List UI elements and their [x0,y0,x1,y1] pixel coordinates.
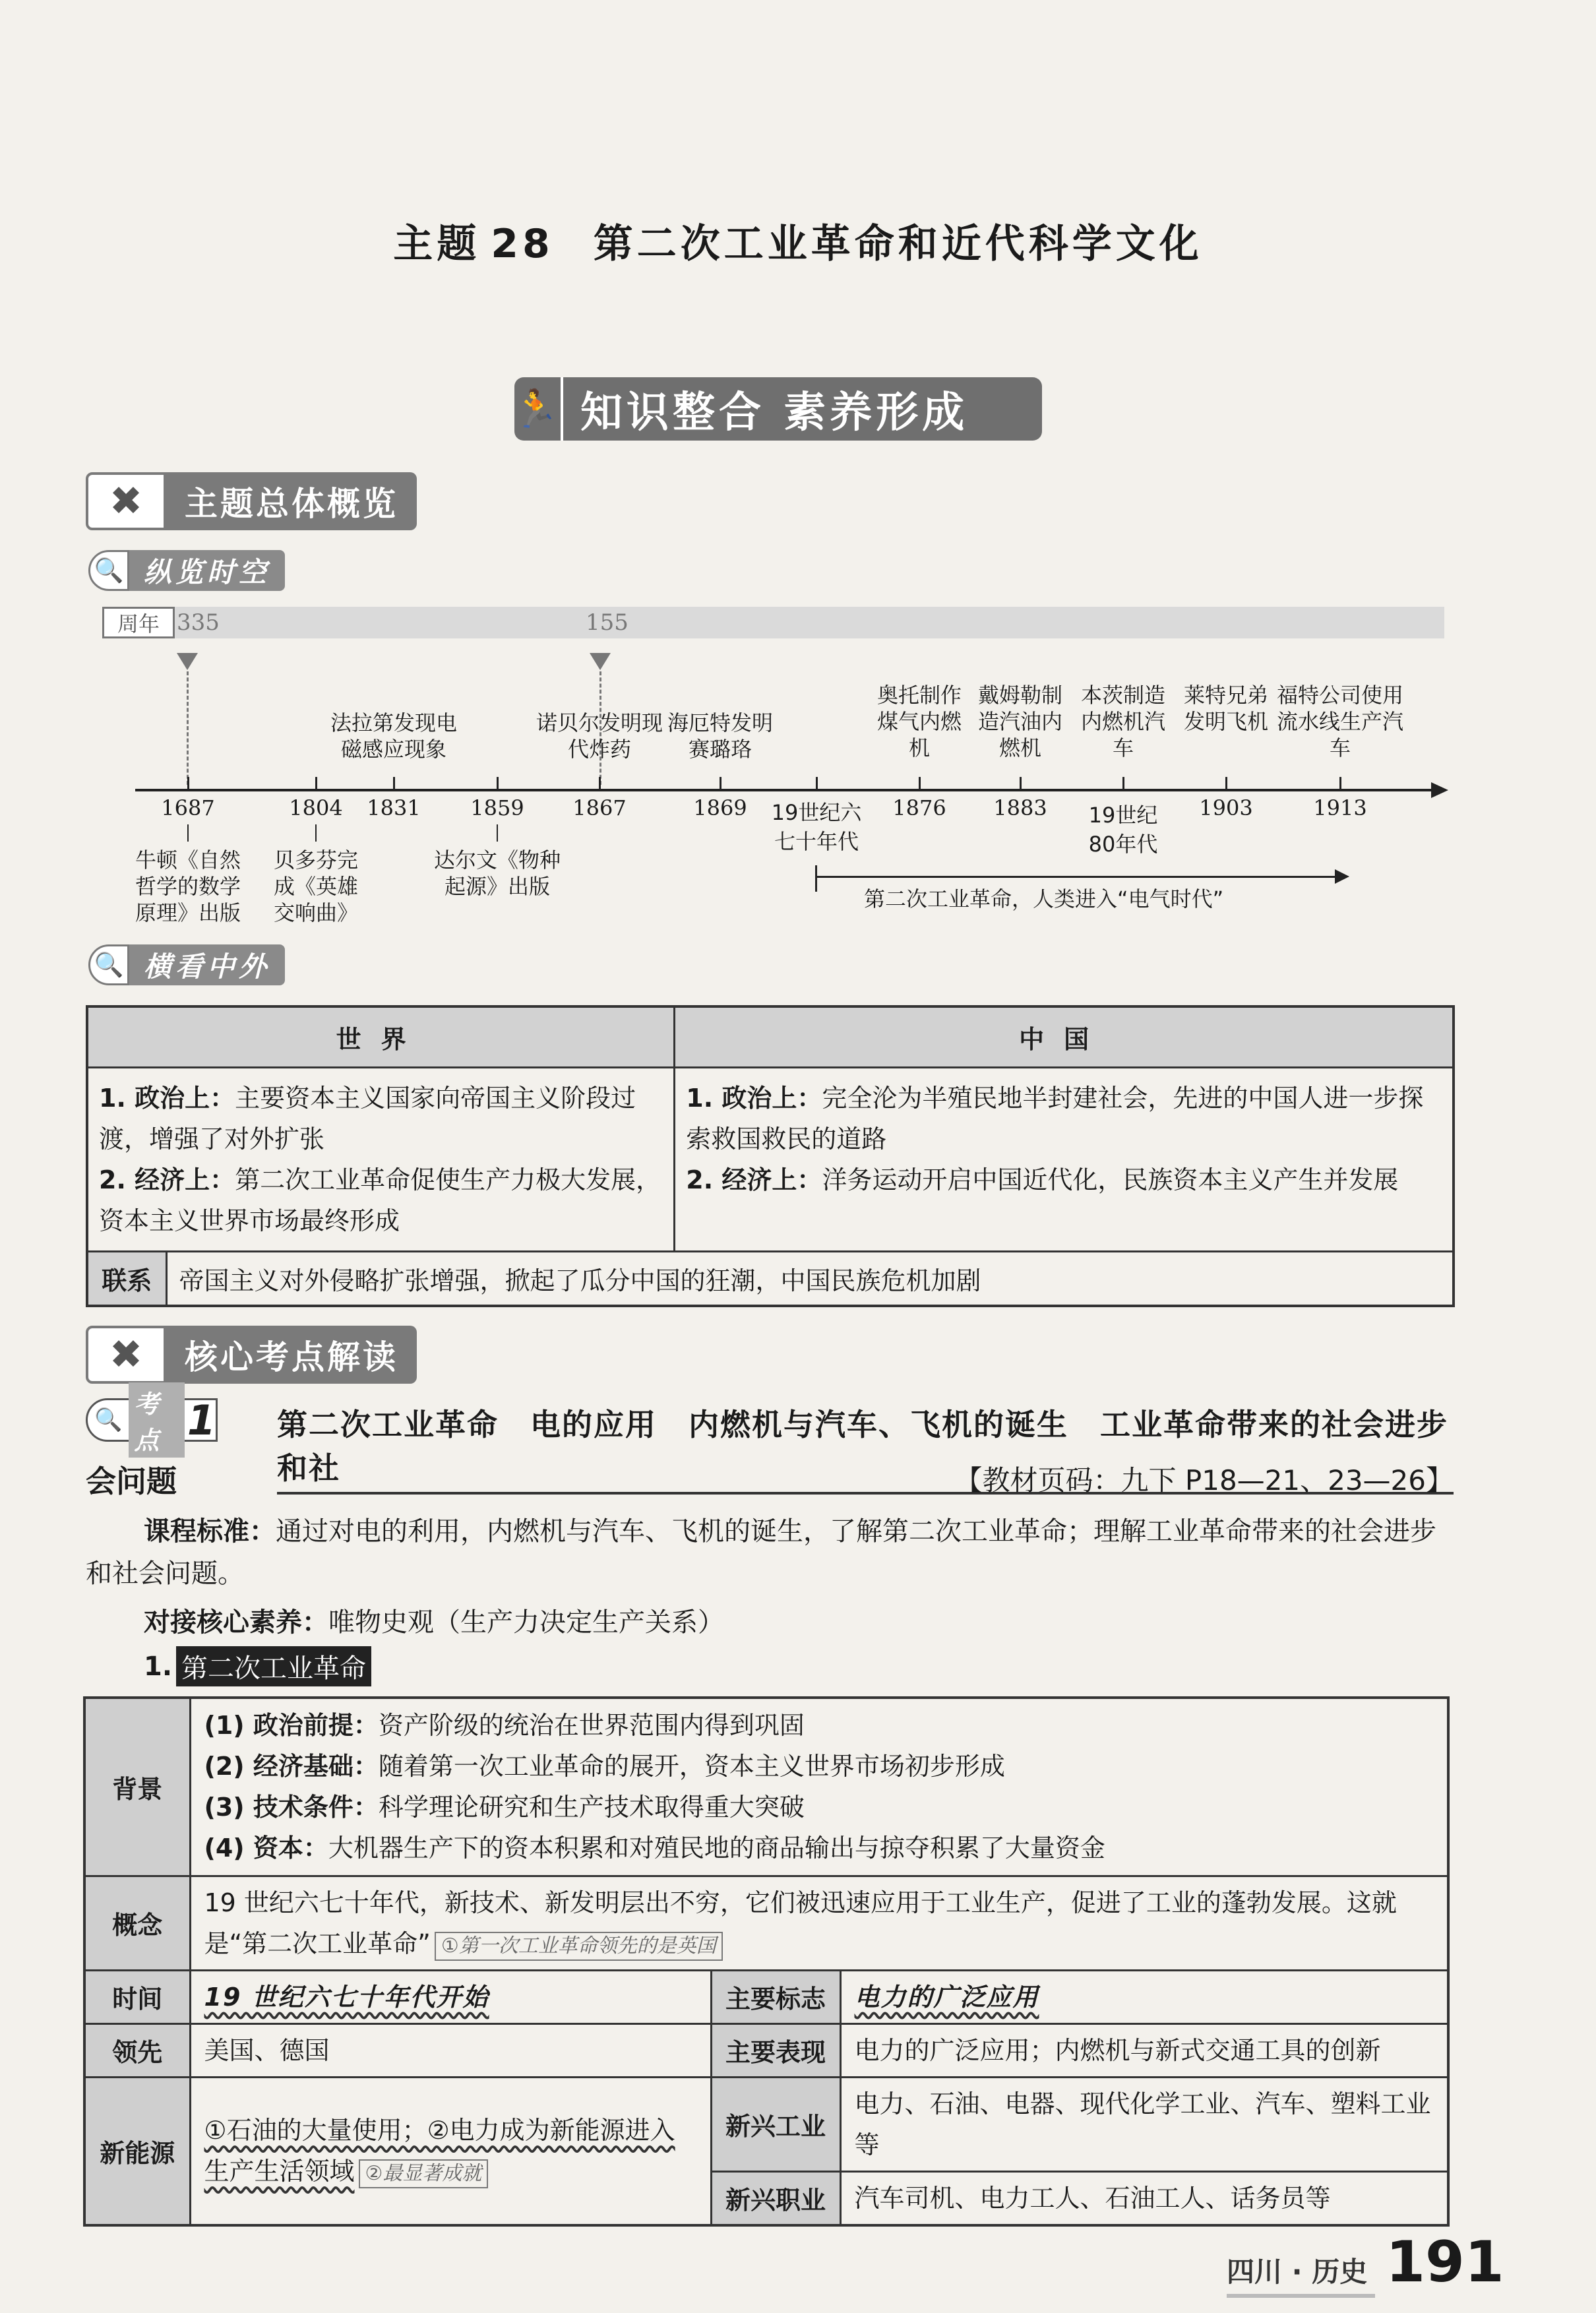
year-1880s: 19世纪80年代 [1088,803,1158,857]
concept-cell [190,1876,1448,1970]
energy-cell [190,2077,711,2225]
kaodian-badge [86,1390,218,1455]
year-1804: 1804 [289,795,343,820]
bg-text-4: 大机器生产下的资本积累和对殖民地的商品输出与掠夺积累了大量资金 [328,1834,1105,1863]
world-text-2: 第二次工业革命促使生产力极大发展，资本主义世界市场最终形成 [99,1165,661,1235]
event-newton: 牛顿《自然哲学的数学原理》出版 [135,848,241,925]
bg-item-3 [204,1787,1434,1828]
event-benz: 本茨制造内燃机汽车 [1080,683,1165,760]
arrows-icon: ✖ [86,472,166,530]
heading-1 [144,1646,371,1686]
world-cell [87,1067,675,1251]
lead-text: 美国、德国 [190,2023,711,2077]
kaodian-title-cont: 会问题 [86,1464,177,1499]
event-faraday: 法拉第发现电磁感应现象 [330,710,457,762]
background-label: 背景 [84,1698,190,1876]
event-celluloid: 海厄特发明赛璐珞 [667,710,773,762]
lead-label: 领先 [84,2023,190,2077]
era-bracket-start [815,865,817,892]
china-cell [675,1067,1454,1251]
concept-text: 19 世纪六七十年代，新技术、新发明层出不穷，它们被迅速应用于工业生产，促进了工业的蓬勃发展。这就是“第二次工业革命” [204,1888,1397,1958]
arrows-icon: ✖ [86,1326,166,1384]
link-label: 联系 [87,1251,166,1306]
year-1869: 1869 [693,795,747,820]
era-arrow [1335,869,1349,884]
footer-province: 四川 · 历史 [1227,2250,1375,2298]
anniversary-335: 335 [177,609,220,636]
china-key-1: 1. 政治上： [686,1083,822,1113]
core-label: 核心考点解读 [166,1326,417,1384]
anniversary-bar [102,607,1444,638]
connector [497,824,498,842]
magnifier-icon: 🔍 [88,550,129,591]
bg-key-3: (3) 技术条件： [204,1793,379,1822]
china-text-2: 洋务运动开启中国近代化，民族资本主义产生并发展 [822,1165,1399,1194]
tick [599,777,601,791]
event-wright: 莱特兄弟发明飞机 [1183,683,1268,734]
bg-text-2: 随着第一次工业革命的展开，资本主义世界市场初步形成 [378,1752,1005,1781]
title-text: 第二次工业革命和近代科学文化 [593,221,1203,267]
year-1876: 1876 [892,795,946,820]
year-1867: 1867 [572,795,627,820]
timeline-axis [135,789,1434,791]
show-text: 电力的广泛应用；内燃机与新式交通工具的创新 [840,2023,1448,2077]
runner-icon: 🏃 [514,377,563,441]
world-item-1 [99,1078,663,1159]
year-1831: 1831 [367,795,421,820]
time-text: 19 世纪六七十年代开始 [204,1982,489,2012]
time-cell [190,1970,711,2023]
bg-item-4 [204,1828,1434,1868]
anniversary-155: 155 [586,609,629,636]
link-text: 帝国主义对外侵略扩张增强，掀起了瓜分中国的狂潮，中国民族危机加剧 [166,1251,1454,1306]
bg-item-2 [204,1746,1434,1787]
timeline-header [88,550,285,591]
overview-label: 主题总体概览 [166,472,417,530]
industry-text: 电力、石油、电器、现代化学工业、汽车、塑料工业等 [840,2077,1448,2171]
marker-triangle [177,653,198,670]
standard-label: 课程标准： [144,1516,276,1547]
energy-label: 新能源 [84,2077,190,2225]
compare-header [88,944,285,985]
world-item-2 [99,1159,663,1241]
compare-label: 横看中外 [129,944,285,985]
world-key-2: 2. 经济上： [99,1165,235,1194]
bg-item-1 [204,1705,1434,1746]
section-banner [514,377,1042,441]
tick [1020,777,1022,791]
literacy-label: 对接核心素养： [144,1607,328,1638]
timeline-arrow [1431,782,1448,798]
year-1903: 1903 [1199,795,1253,820]
bg-key-2: (2) 经济基础： [204,1752,379,1781]
bg-text-1: 资产阶级的统治在世界范围内得到巩固 [378,1711,805,1741]
overview-header [86,472,417,530]
world-header: 世界 [87,1006,675,1067]
tick [1339,777,1341,791]
core-literacy [86,1601,1455,1644]
bg-key-4: (4) 资本： [204,1834,328,1863]
industry-label: 新兴工业 [711,2077,840,2171]
tick [187,777,189,791]
sign-label: 主要标志 [711,1970,840,2023]
revolution-table [83,1696,1450,2227]
china-header: 中国 [675,1006,1454,1067]
tick [816,777,818,791]
title-prefix: 主题 [393,221,481,267]
year-1860s-70s: 19世纪六七十年代 [771,800,862,854]
tick [315,777,317,791]
course-standard [86,1510,1455,1595]
kaodian-title: 第二次工业革命 电的应用 内燃机与汽车、飞机的诞生 工业革命带来的社会进步和社 [277,1401,1454,1495]
magnifier-icon: 🔍 [88,944,129,985]
china-text-1: 完全沦为半殖民地半封建社会，先进的中国人进一步探索救国救民的道路 [686,1083,1424,1154]
connector [315,824,317,842]
timeline-label: 纵览时空 [129,550,285,591]
search-icon: 🔍 [94,1407,123,1433]
tick [393,777,395,791]
energy-text: ①石油的大量使用；②电力成为新能源进入生产生活领域 [204,2116,675,2186]
event-nobel: 诺贝尔发明现代炸药 [536,710,663,762]
year-1913: 1913 [1313,795,1367,820]
page-footer [1227,2229,1504,2298]
event-daimler: 戴姆勒制造汽油内燃机 [977,683,1062,760]
concept-label: 概念 [84,1876,190,1970]
year-1859: 1859 [470,795,524,820]
tick [1225,777,1227,791]
background-cell [190,1698,1448,1876]
sign-cell [840,1970,1448,2023]
china-item-1 [686,1078,1442,1159]
bg-text-3: 科学理论研究和生产技术取得重大突破 [378,1793,805,1822]
bg-key-1: (1) 政治前提： [204,1711,379,1741]
event-otto: 奥托制作煤气内燃机 [876,683,962,760]
heading-1-text: 第二次工业革命 [176,1646,371,1686]
year-1687: 1687 [161,795,215,820]
marker-triangle [590,653,611,670]
tick [497,777,499,791]
page-number: 191 [1386,2229,1504,2295]
tick [720,777,721,791]
job-label: 新兴职业 [711,2171,840,2225]
world-text-1: 主要资本主义国家向帝国主义阶段过渡，增强了对外扩张 [99,1083,636,1154]
world-key-1: 1. 政治上： [99,1083,235,1113]
literacy-text: 唯物史观（生产力决定生产关系） [328,1607,724,1638]
page-title [0,212,1596,269]
show-label: 主要表现 [711,2023,840,2077]
event-beethoven: 贝多芬完成《英雄交响曲》 [273,848,358,925]
time-label: 时间 [84,1970,190,2023]
compare-table [86,1005,1455,1307]
sign-text: 电力的广泛应用 [854,1982,1039,2012]
event-ford: 福特公司使用流水线生产汽车 [1276,683,1403,760]
era-bracket-line [815,876,1336,878]
title-number: 28 [491,221,554,267]
energy-note: ②最显著成就 [359,2159,489,2188]
core-header [86,1326,417,1384]
marker-dash [187,671,189,785]
standard-text: 通过对电的利用，内燃机与汽车、飞机的诞生，了解第二次工业革命；理解工业革命带来的社会进步和社会问题。 [86,1516,1436,1589]
kaodian-number: 1 [187,1396,216,1444]
china-item-2 [686,1159,1442,1200]
connector [187,824,189,842]
era-text: 第二次工业革命，人类进入“电气时代” [864,886,1224,911]
banner-text: 知识整合 素养形成 [580,388,969,437]
year-1883: 1883 [993,795,1047,820]
heading-1-num: 1. [144,1651,173,1682]
textbook-ref: 【教材页码：九下 P18—21、23—26】 [954,1464,1454,1496]
anniversary-label: 周年 [102,607,175,638]
kaodian-label: 考点 [129,1382,185,1458]
event-darwin: 达尔文《物种起源》出版 [433,848,561,899]
tick [1122,777,1124,791]
tick [919,777,921,791]
kaodian-pill [86,1390,218,1455]
china-key-2: 2. 经济上： [686,1165,822,1194]
job-text: 汽车司机、电力工人、石油工人、话务员等 [840,2171,1448,2225]
concept-note: ①第一次工业革命领先的是英国 [435,1932,723,1961]
